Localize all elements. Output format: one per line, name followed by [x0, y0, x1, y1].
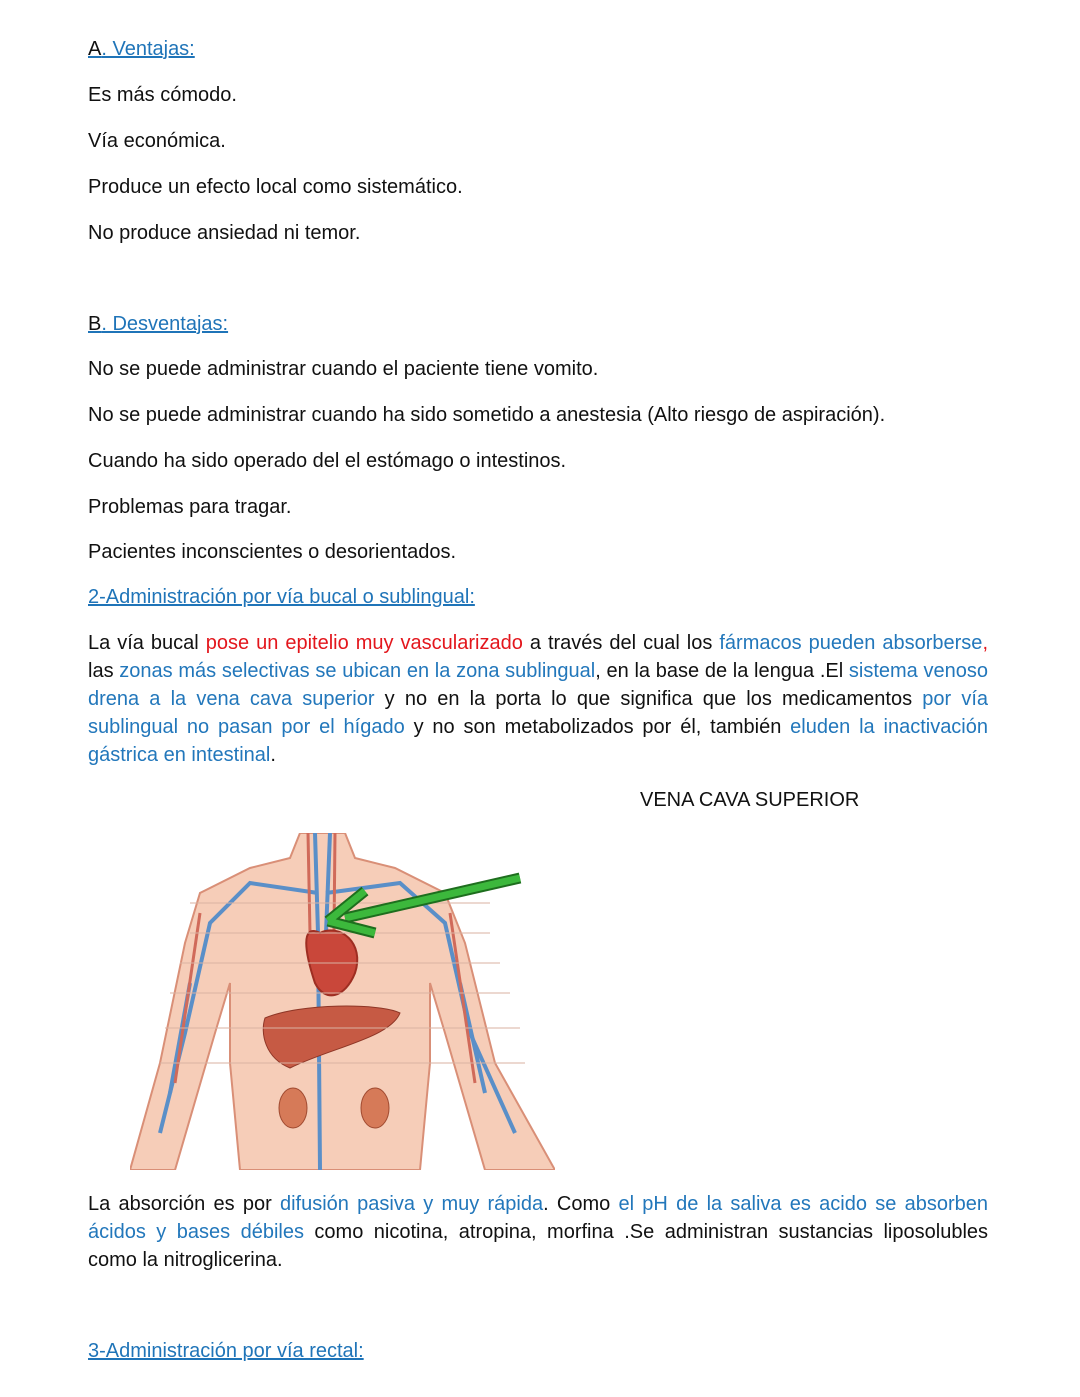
heading-ventajas — [88, 38, 195, 61]
paragraph-bucal — [88, 629, 988, 769]
list-item: Vía económica. — [88, 130, 226, 152]
text: y no en la porta lo que significa que los medicamentos — [374, 688, 923, 710]
highlight-red: pose un epitelio muy vascularizado — [205, 632, 523, 654]
circulatory-system-image — [130, 833, 555, 1170]
section-2-heading: 2-Administración por vía bucal o sublingual: — [88, 586, 475, 608]
text: La absorción es por — [88, 1193, 280, 1215]
highlight-red: , — [982, 632, 988, 654]
highlight-blue: eluden la inactivación gástrica en intestinal — [88, 716, 989, 766]
highlight-blue: difusión pasiva y muy rápida — [279, 1193, 544, 1215]
heading-title: . Ventajas: — [101, 38, 195, 60]
highlight-blue: el pH de la saliva es acido se absorben ácidos y bases débiles — [88, 1193, 988, 1243]
heading-desventajas — [88, 313, 228, 336]
section-3-heading: 3-Administración por vía rectal: — [88, 1340, 364, 1362]
text: a través del cual los — [522, 632, 720, 654]
highlight-blue: fármacos pueden absorberse — [719, 632, 983, 654]
list-item: No produce ansiedad ni temor. — [88, 222, 361, 244]
text: las — [88, 660, 120, 682]
highlight-blue: zonas más selectivas se ubican en la zona sublingual — [119, 660, 596, 682]
figure-caption: VENA CAVA SUPERIOR — [640, 789, 860, 811]
highlight-blue: por vía sublingual no pasan por el hígado — [88, 688, 988, 738]
highlight-blue: sistema venoso drena a la vena cava superior — [88, 660, 988, 710]
text: , en la base de la lengua .El — [595, 660, 849, 682]
list-item: No se puede administrar cuando ha sido sometido a anestesia (Alto riesgo de aspiración). — [88, 404, 886, 426]
heading-prefix: A — [88, 38, 102, 60]
list-item: Es más cómodo. — [88, 84, 237, 106]
list-item: No se puede administrar cuando el paciente tiene vomito. — [88, 358, 599, 380]
text: como nicotina, atropina, morfina .Se administran sustancias liposolubles como la nitroglicerina. — [88, 1221, 989, 1271]
heading-prefix: B — [88, 313, 102, 335]
text: La vía bucal — [88, 632, 206, 654]
list-item: Pacientes inconscientes o desorientados. — [88, 541, 457, 563]
text: . Como — [543, 1193, 619, 1215]
list-item: Produce un efecto local como sistemático. — [88, 176, 463, 198]
text: . — [270, 744, 276, 766]
heading-title: . Desventajas: — [101, 313, 229, 335]
paragraph-absorcion — [88, 1190, 988, 1274]
text: y no son metabolizados por él, también — [404, 716, 791, 738]
list-item: Cuando ha sido operado del el estómago o intestinos. — [88, 450, 567, 472]
list-item: Problemas para tragar. — [88, 496, 292, 518]
